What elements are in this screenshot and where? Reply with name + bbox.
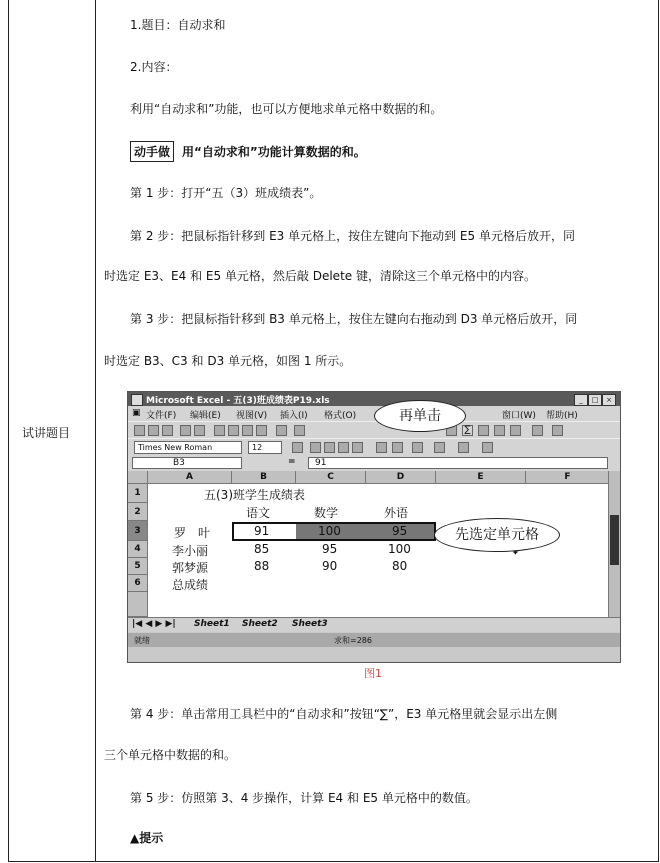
corner-cell[interactable] — [128, 471, 148, 484]
col-header-a[interactable]: A — [148, 471, 232, 484]
formula-input[interactable]: 91 — [308, 457, 608, 469]
align-left-icon[interactable] — [310, 442, 321, 453]
col-header-d[interactable]: D — [366, 471, 436, 484]
cell-subject-chinese[interactable]: 语文 — [246, 506, 271, 520]
menu-format[interactable]: 格式(O) — [324, 411, 357, 421]
column-divider — [95, 0, 96, 862]
topic-line: 1.题目：自动求和 — [130, 18, 226, 32]
undo-icon[interactable] — [276, 425, 287, 436]
tab-sheet2[interactable]: Sheet2 — [242, 619, 278, 629]
paste-icon[interactable] — [242, 425, 253, 436]
status-ready: 就绪 — [134, 636, 150, 645]
indent-icon[interactable] — [412, 442, 423, 453]
formatting-toolbar — [128, 438, 620, 456]
excel-title-bar — [128, 392, 620, 406]
callout-select-cells: 先选定单元格 — [434, 518, 560, 552]
step2-line1: 第 2 步：把鼠标指针移到 E3 单元格上，按住左键向下拖动到 E5 单元格后放开，同 — [130, 229, 575, 243]
cell-score[interactable]: 80 — [392, 559, 408, 573]
cell-score[interactable]: 95 — [322, 542, 338, 556]
sheet-tabs — [128, 617, 620, 632]
sort-desc-icon[interactable] — [510, 425, 521, 436]
close-icon[interactable]: × — [602, 394, 616, 406]
redo-icon[interactable] — [294, 425, 305, 436]
vertical-scrollbar[interactable] — [608, 471, 620, 617]
hands-on-tag: 动手做 — [130, 141, 174, 162]
merge-center-icon[interactable] — [352, 442, 363, 453]
menu-edit[interactable]: 编辑(E) — [190, 411, 221, 421]
standard-toolbar — [128, 421, 620, 439]
hands-on-title: 用“自动求和”功能计算数据的和。 — [182, 145, 366, 159]
maximize-icon[interactable]: □ — [588, 394, 602, 406]
tab-sheet3[interactable]: Sheet3 — [292, 619, 328, 629]
menu-file[interactable]: 文件(F) — [146, 411, 177, 421]
menu-view[interactable]: 视图(V) — [236, 411, 268, 421]
cell-score[interactable]: 85 — [254, 542, 270, 556]
cell-subject-math[interactable]: 数学 — [314, 506, 339, 520]
step4-line1: 第 4 步：单击常用工具栏中的“自动求和”按钮“∑”，E3 单元格里就会显示出左侧 — [130, 707, 558, 721]
excel-screenshot — [127, 391, 621, 663]
excel-app-icon — [131, 394, 143, 406]
hands-on-line — [130, 141, 366, 162]
preview-icon[interactable] — [194, 425, 205, 436]
step4-line2: 三个单元格中数据的和。 — [104, 748, 237, 762]
print-icon[interactable] — [180, 425, 191, 436]
cell-student-name[interactable]: 李小丽 — [172, 544, 209, 558]
decimal-icon[interactable] — [392, 442, 403, 453]
font-size-box[interactable]: 12 — [248, 441, 282, 454]
col-header-f[interactable]: F — [526, 471, 610, 484]
autosum-icon[interactable]: ∑ — [462, 425, 473, 436]
cell-score[interactable]: 100 — [318, 524, 341, 538]
cell-score[interactable]: 91 — [254, 524, 270, 538]
help-icon[interactable] — [552, 425, 563, 436]
excel-window-title: Microsoft Excel - 五(3)班成绩表P19.xls — [146, 396, 330, 406]
sort-asc-icon[interactable] — [494, 425, 505, 436]
tip-heading: ▲提示 — [130, 831, 164, 845]
step5-line: 第 5 步：仿照第 3、4 步操作，计算 E4 和 E5 单元格中的数值。 — [130, 791, 478, 805]
intro-line: 利用“自动求和”功能，也可以方便地求单元格中数据的和。 — [130, 102, 443, 116]
cell-score[interactable]: 88 — [254, 559, 270, 573]
col-header-c[interactable]: C — [296, 471, 366, 484]
minimize-icon[interactable]: _ — [574, 394, 588, 406]
step1-line: 第 1 步：打开“五（3）班成绩表”。 — [130, 186, 322, 200]
tab-nav-icons[interactable]: |◀ ◀ ▶ ▶| — [132, 619, 176, 629]
font-color-icon[interactable] — [482, 442, 493, 453]
row-header-5[interactable]: 5 — [128, 558, 148, 575]
row-header-6[interactable]: 6 — [128, 575, 148, 592]
menu-window[interactable]: 窗口(W) — [502, 411, 536, 421]
col-header-e[interactable]: E — [436, 471, 526, 484]
open-icon[interactable] — [148, 425, 159, 436]
font-name-box[interactable]: Times New Roman — [134, 441, 242, 454]
figure-caption: 图1 — [364, 667, 382, 680]
bold-icon[interactable] — [292, 442, 303, 453]
name-box[interactable]: B3 — [132, 457, 242, 469]
cell-score[interactable]: 95 — [392, 524, 408, 538]
chart-icon[interactable] — [532, 425, 543, 436]
percent-icon[interactable] — [376, 442, 387, 453]
col-header-b[interactable]: B — [232, 471, 296, 484]
scroll-thumb[interactable] — [610, 515, 619, 565]
step2-line2: 时选定 E3、E4 和 E5 单元格，然后敲 Delete 键，清除这三个单元格中的内容。 — [104, 269, 536, 283]
cell-subject-english[interactable]: 外语 — [384, 506, 409, 520]
fill-color-icon[interactable] — [458, 442, 469, 453]
borders-icon[interactable] — [434, 442, 445, 453]
cell-score[interactable]: 100 — [388, 542, 411, 556]
cell-sheet-title[interactable]: 五(3)班学生成绩表 — [204, 488, 305, 502]
callout-click-again: 再单击 — [374, 400, 466, 432]
step3-line2: 时选定 B3、C3 和 D3 单元格，如图 1 所示。 — [104, 354, 352, 368]
new-icon[interactable] — [134, 425, 145, 436]
copy-icon[interactable] — [228, 425, 239, 436]
menu-help[interactable]: 帮助(H) — [546, 411, 578, 421]
cell-score[interactable]: 90 — [322, 559, 338, 573]
cell-student-name[interactable]: 郭梦源 — [172, 561, 209, 575]
content-heading: 2.内容： — [130, 60, 178, 74]
formula-bar — [128, 455, 620, 471]
align-center-icon[interactable] — [324, 442, 335, 453]
menu-insert[interactable]: 插入(I) — [280, 411, 308, 421]
row-header-7[interactable] — [128, 592, 148, 617]
equals-icon: = — [288, 457, 296, 467]
format-painter-icon[interactable] — [256, 425, 267, 436]
doc-icon: ▣ — [132, 408, 141, 418]
save-icon[interactable] — [162, 425, 173, 436]
row-label: 试讲题目 — [22, 426, 71, 440]
cell-student-name[interactable]: 罗 叶 — [174, 526, 211, 540]
row-header-2[interactable]: 2 — [128, 503, 148, 521]
tab-sheet1[interactable]: Sheet1 — [194, 619, 230, 629]
status-sum: 求和=286 — [334, 636, 372, 645]
align-right-icon[interactable] — [338, 442, 349, 453]
function-icon[interactable] — [478, 425, 489, 436]
step3-line1: 第 3 步：把鼠标指针移到 B3 单元格上，按住左键向右拖动到 D3 单元格后放开，同 — [130, 312, 578, 326]
row-header-4[interactable]: 4 — [128, 541, 148, 558]
row-header-1[interactable]: 1 — [128, 484, 148, 503]
cut-icon[interactable] — [214, 425, 225, 436]
status-bar — [128, 633, 620, 647]
row-header-3[interactable]: 3 — [128, 521, 148, 541]
cell-total-label[interactable]: 总成绩 — [172, 578, 209, 592]
